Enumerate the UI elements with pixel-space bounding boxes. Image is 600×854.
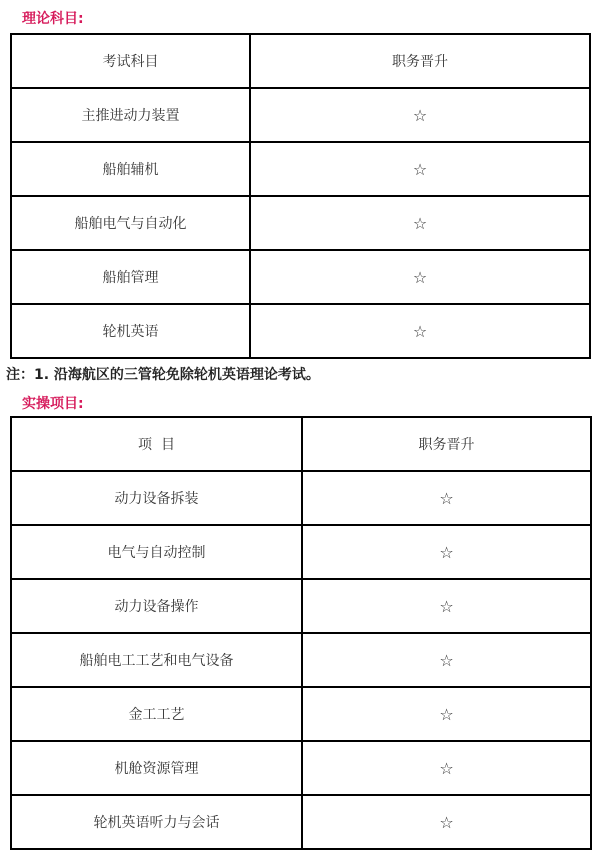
star-icon: ☆ <box>302 687 591 741</box>
subject-cell: 轮机英语 <box>11 304 250 358</box>
table-row <box>11 471 591 525</box>
header-promotion: 职务晋升 <box>250 34 590 88</box>
star-icon: ☆ <box>302 525 591 579</box>
subject-cell: 金工工艺 <box>11 687 302 741</box>
star-icon: ☆ <box>250 250 590 304</box>
table-row <box>11 304 590 358</box>
star-icon: ☆ <box>250 88 590 142</box>
theory-subjects-table <box>10 33 591 359</box>
table-header-row <box>11 417 591 471</box>
theory-section-heading: 理论科目: <box>22 11 84 27</box>
star-icon: ☆ <box>302 471 591 525</box>
subject-cell: 主推进动力装置 <box>11 88 250 142</box>
star-icon: ☆ <box>302 579 591 633</box>
table-row <box>11 633 591 687</box>
star-icon: ☆ <box>302 795 591 849</box>
table-row <box>11 250 590 304</box>
star-icon: ☆ <box>250 142 590 196</box>
table-row <box>11 88 590 142</box>
table-row <box>11 142 590 196</box>
star-icon: ☆ <box>302 741 591 795</box>
star-icon: ☆ <box>250 304 590 358</box>
header-item: 项 目 <box>11 417 302 471</box>
subject-cell: 动力设备操作 <box>11 579 302 633</box>
subject-cell: 船舶辅机 <box>11 142 250 196</box>
exemption-note: 注：1. 沿海航区的三管轮免除轮机英语理论考试。 <box>6 367 320 383</box>
star-icon: ☆ <box>302 633 591 687</box>
table-row <box>11 525 591 579</box>
subject-cell: 机舱资源管理 <box>11 741 302 795</box>
table-row <box>11 196 590 250</box>
table-row <box>11 687 591 741</box>
table-row <box>11 579 591 633</box>
header-promotion: 职务晋升 <box>302 417 591 471</box>
subject-cell: 动力设备拆装 <box>11 471 302 525</box>
table-row <box>11 795 591 849</box>
table-header-row <box>11 34 590 88</box>
subject-cell: 电气与自动控制 <box>11 525 302 579</box>
practical-section-heading: 实操项目: <box>22 396 84 412</box>
practical-items-table <box>10 416 592 850</box>
header-exam-subject: 考试科目 <box>11 34 250 88</box>
subject-cell: 轮机英语听力与会话 <box>11 795 302 849</box>
subject-cell: 船舶管理 <box>11 250 250 304</box>
subject-cell: 船舶电工工艺和电气设备 <box>11 633 302 687</box>
subject-cell: 船舶电气与自动化 <box>11 196 250 250</box>
table-row <box>11 741 591 795</box>
star-icon: ☆ <box>250 196 590 250</box>
